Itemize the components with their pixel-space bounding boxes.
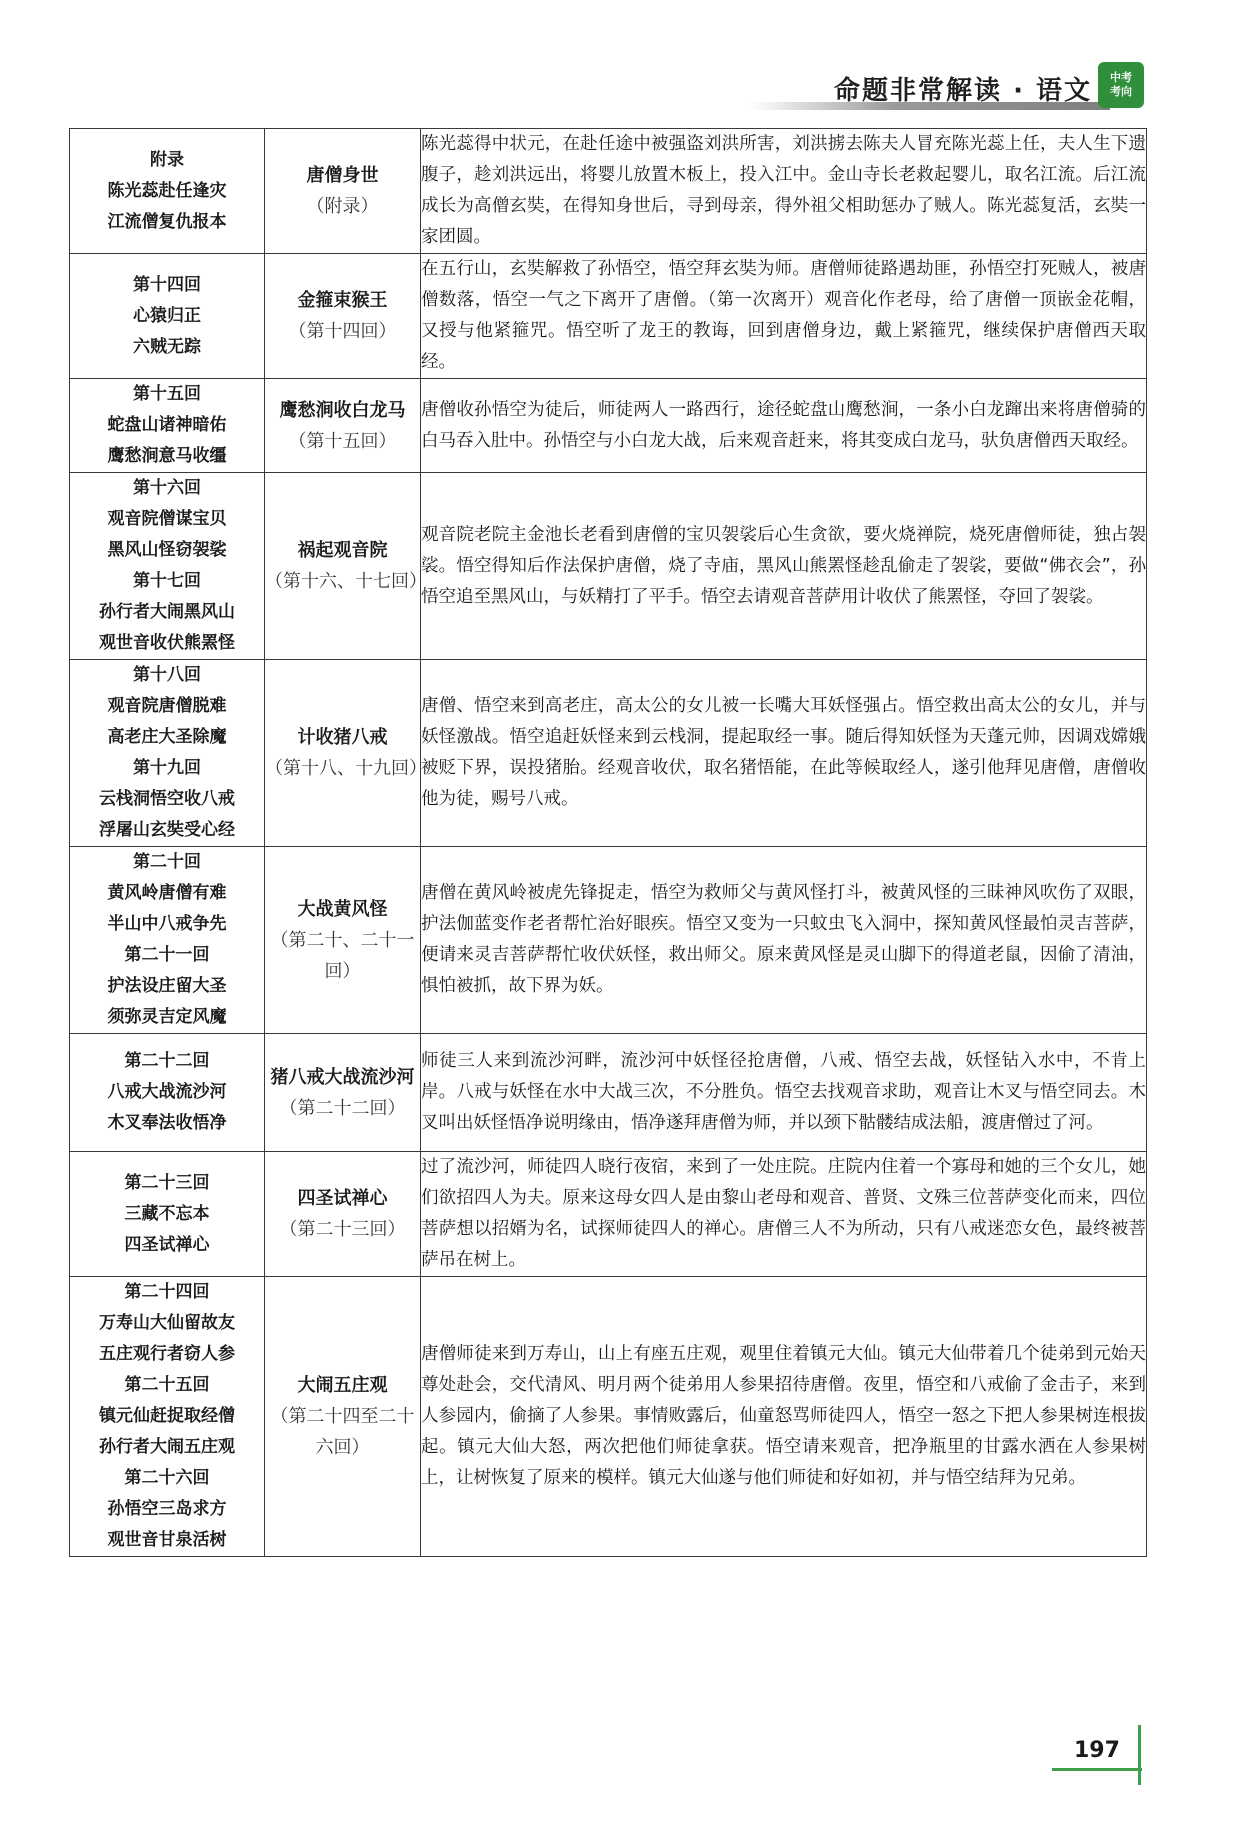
chapter-line: 第二十三回 <box>124 1172 210 1193</box>
chapter-line: 陈光蕊赴任逢灾 <box>107 180 227 201</box>
chapter-line: 孙行者大闹五庄观 <box>99 1437 235 1457</box>
chapter-line: 八戒大战流沙河 <box>107 1082 227 1102</box>
topic-cell <box>265 1277 421 1557</box>
chapter-line: 五庄观行者窃人参 <box>99 1344 235 1364</box>
chapter-cell <box>70 847 265 1034</box>
table-row <box>70 847 1147 1034</box>
topic-chapter-ref: （第十八、十九回） <box>265 758 427 779</box>
page-number-rule-vertical <box>1138 1725 1141 1785</box>
summary-cell: 陈光蕊得中状元，在赴任途中被强盗刘洪所害，刘洪掳去陈夫人冒充陈光蕊上任，夫人生下遗腹子，趁刘洪远出，将婴儿放置木板上，投入江中。金山寺长老救起婴儿，取名江流。后江流成长为高僧玄奘，在得知身世后，寻到母亲，得外祖父相助惩办了贼人。陈光蕊复活，玄奘一家团圆。 <box>421 129 1147 254</box>
topic-chapter-ref: （第十四回） <box>288 321 397 342</box>
chapter-line: 高老庄大圣除魔 <box>107 727 227 747</box>
summary-cell: 唐僧收孙悟空为徒后，师徒两人一路西行，途径蛇盘山鹰愁涧，一条小白龙蹿出来将唐僧骑的白马吞入肚中。孙悟空与小白龙大战，后来观音赶来，将其变成白龙马，驮负唐僧西天取经。 <box>421 379 1147 473</box>
chapter-line: 第二十回 <box>133 852 201 872</box>
summary-cell: 在五行山，玄奘解救了孙悟空，悟空拜玄奘为师。唐僧师徒路遇劫匪，孙悟空打死贼人，被唐僧数落，悟空一气之下离开了唐僧。（第一次离开）观音化作老母，给了唐僧一顶嵌金花帽，又授与他紧箍咒。悟空听了龙王的教诲，回到唐僧身边，戴上紧箍咒，继续保护唐僧西天取经。 <box>421 254 1147 379</box>
table-body <box>70 129 1147 1557</box>
table-row <box>70 1277 1147 1557</box>
table-row <box>70 473 1147 660</box>
chapter-line: 四圣试禅心 <box>124 1234 210 1255</box>
chapter-line: 观音院僧谋宝贝 <box>107 509 227 529</box>
chapter-line: 云栈洞悟空收八戒 <box>99 789 235 809</box>
chapter-cell <box>70 1277 265 1557</box>
chapter-line: 黄风岭唐僧有难 <box>107 883 227 903</box>
header-title: 命题非常解读 · 语文 <box>834 76 1092 106</box>
chapter-line: 观世音收伏熊罴怪 <box>99 633 235 653</box>
page-number-rule-horizontal <box>1052 1768 1142 1771</box>
chapter-line: 木叉奉法收悟净 <box>107 1113 227 1133</box>
chapter-line: 第二十五回 <box>124 1375 210 1395</box>
chapter-line: 护法设庄留大圣 <box>107 976 227 996</box>
topic-title: 四圣试禅心 <box>297 1188 388 1209</box>
chapter-line: 孙悟空三岛求方 <box>107 1499 227 1519</box>
chapter-cell <box>70 1152 265 1277</box>
topic-chapter-ref: （第十五回） <box>288 430 397 452</box>
summary-cell: 唐僧、悟空来到高老庄，高太公的女儿被一长嘴大耳妖怪强占。悟空救出高太公的女儿，并与妖怪激战。悟空追赶妖怪来到云栈洞，提起取经一事。随后得知妖怪为天蓬元帅，因调戏嫦娥被贬下界，误投猪胎。经观音收伏，取名猪悟能，在此等候取经人，遂引他拜见唐僧，唐僧收他为徒，赐号八戒。 <box>421 660 1147 847</box>
chapter-line: 第二十一回 <box>124 945 210 965</box>
logo-line-2: 考向 <box>1110 85 1132 98</box>
topic-title: 鹰愁涧收白龙马 <box>279 399 406 421</box>
topic-cell <box>265 1152 421 1277</box>
chapter-cell <box>70 660 265 847</box>
chapter-line: 六贼无踪 <box>133 336 201 357</box>
chapter-cell <box>70 129 265 254</box>
topic-chapter-ref: （第十六、十七回） <box>265 571 427 592</box>
chapter-line: 孙行者大闹黑风山 <box>99 602 235 622</box>
topic-cell <box>265 660 427 847</box>
chapter-summary-table <box>69 128 1147 1557</box>
chapter-line: 第十四回 <box>133 274 201 295</box>
chapter-line: 附录 <box>150 149 184 170</box>
chapter-line: 江流僧复仇报本 <box>107 211 227 232</box>
summary-cell: 唐僧师徒来到万寿山，山上有座五庄观，观里住着镇元大仙。镇元大仙带着几个徒弟到元始天尊处赴会，交代清风、明月两个徒弟用人参果招待唐僧。夜里，悟空和八戒偷了金击子，来到人参园内，偷摘了人参果。事情败露后，仙童怒骂师徒四人，悟空一怒之下把人参果树连根拔起。镇元大仙大怒，两次把他们师徒拿获。悟空请来观音，把净瓶里的甘露水洒在人参果树上，让树恢复了原来的模样。镇元大仙遂与他们师徒和好如初，并与悟空结拜为兄弟。 <box>421 1277 1147 1557</box>
chapter-cell <box>70 1034 265 1152</box>
chapter-line: 第十五回 <box>133 384 201 404</box>
chapter-line: 半山中八戒争先 <box>107 914 227 934</box>
topic-chapter-ref: （第二十三回） <box>279 1219 406 1240</box>
chapter-line: 三藏不忘本 <box>124 1203 210 1224</box>
topic-title: 大战黄风怪 <box>297 898 388 920</box>
summary-cell: 过了流沙河，师徒四人晓行夜宿，来到了一处庄院。庄院内住着一个寡母和她的三个女儿，她们欲招四人为夫。原来这母女四人是由黎山老母和观音、普贤、文殊三位菩萨变化而来，四位菩萨想以招婿为名，试探师徒四人的禅心。唐僧三人不为所动，只有八戒迷恋女色，最终被菩萨吊在树上。 <box>421 1152 1147 1277</box>
logo-line-1: 中考 <box>1110 71 1132 84</box>
summary-cell: 唐僧在黄风岭被虎先锋捉走，悟空为救师父与黄风怪打斗，被黄风怪的三昧神风吹伤了双眼，护法伽蓝变作老者帮忙治好眼疾。悟空又变为一只蚊虫飞入洞中，探知黄风怪最怕灵吉菩萨，便请来灵吉菩萨帮忙收伏妖怪，救出师父。原来黄风怪是灵山脚下的得道老鼠，因偷了清油，惧怕被抓，故下界为妖。 <box>421 847 1147 1034</box>
topic-cell <box>265 379 421 473</box>
topic-cell <box>265 254 421 379</box>
topic-cell <box>265 129 421 254</box>
chapter-line: 第二十六回 <box>124 1468 210 1488</box>
chapter-line: 第二十二回 <box>124 1051 210 1071</box>
topic-title: 金箍束猴王 <box>297 290 388 311</box>
table-row <box>70 1034 1147 1152</box>
chapter-line: 第十六回 <box>133 478 201 498</box>
page-number: 197 <box>1074 1738 1120 1763</box>
chapter-line: 第十七回 <box>133 571 201 591</box>
topic-title: 唐僧身世 <box>306 165 379 186</box>
topic-cell <box>265 847 421 1034</box>
topic-title: 大闹五庄观 <box>297 1375 388 1396</box>
chapter-line: 第十九回 <box>133 758 201 778</box>
topic-title: 计收猪八戒 <box>297 727 388 748</box>
chapter-line: 鹰愁涧意马收缰 <box>107 446 227 466</box>
table-row <box>70 129 1147 254</box>
topic-chapter-ref: （第二十、二十一回） <box>270 929 415 982</box>
chapter-line: 镇元仙赶捉取经僧 <box>99 1406 235 1426</box>
table-row <box>70 254 1147 379</box>
chapter-line: 观音院唐僧脱难 <box>107 696 227 716</box>
chapter-cell <box>70 254 265 379</box>
topic-chapter-ref: （附录） <box>306 196 379 217</box>
topic-title: 猪八戒大战流沙河 <box>270 1066 415 1088</box>
chapter-cell <box>70 379 265 473</box>
chapter-line: 须弥灵吉定风魔 <box>107 1007 227 1027</box>
chapter-line: 浮屠山玄奘受心经 <box>99 820 235 840</box>
table-row <box>70 379 1147 473</box>
chapter-cell <box>70 473 265 660</box>
topic-cell <box>265 473 427 660</box>
topic-title: 祸起观音院 <box>297 540 388 561</box>
chapter-line: 观世音甘泉活树 <box>107 1530 227 1550</box>
chapter-line: 蛇盘山诸神暗佑 <box>107 415 227 435</box>
table-row <box>70 660 1147 847</box>
summary-cell: 观音院老院主金池长老看到唐僧的宝贝袈裟后心生贪欲，要火烧禅院，烧死唐僧师徒，独占袈裟。悟空得知后作法保护唐僧，烧了寺庙，黑风山熊罴怪趁乱偷走了袈裟，要做“佛衣会”，孙悟空追至黑风山，与妖精打了平手。悟空去请观音菩萨用计收伏了熊罴怪，夺回了袈裟。 <box>421 473 1147 660</box>
chapter-line: 第二十四回 <box>124 1282 210 1302</box>
page-header <box>740 62 1150 114</box>
summary-cell: 师徒三人来到流沙河畔，流沙河中妖怪径抢唐僧，八戒、悟空去战，妖怪钻入水中，不肯上岸。八戒与妖怪在水中大战三次，不分胜负。悟空去找观音求助，观音让木叉与悟空同去。木叉叫出妖怪悟净说明缘由，悟净遂拜唐僧为师，并以颈下骷髅结成法船，渡唐僧过了河。 <box>421 1034 1147 1152</box>
topic-cell <box>265 1034 421 1152</box>
table-row <box>70 1152 1147 1277</box>
chapter-line: 黑风山怪窃袈裟 <box>107 540 227 560</box>
topic-chapter-ref: （第二十四至二十六回） <box>270 1406 415 1458</box>
chapter-line: 第十八回 <box>133 665 201 685</box>
topic-chapter-ref: （第二十二回） <box>279 1097 406 1119</box>
book-logo-icon <box>1098 62 1144 108</box>
chapter-line: 万寿山大仙留故友 <box>99 1313 235 1333</box>
chapter-line: 心猿归正 <box>133 305 201 326</box>
